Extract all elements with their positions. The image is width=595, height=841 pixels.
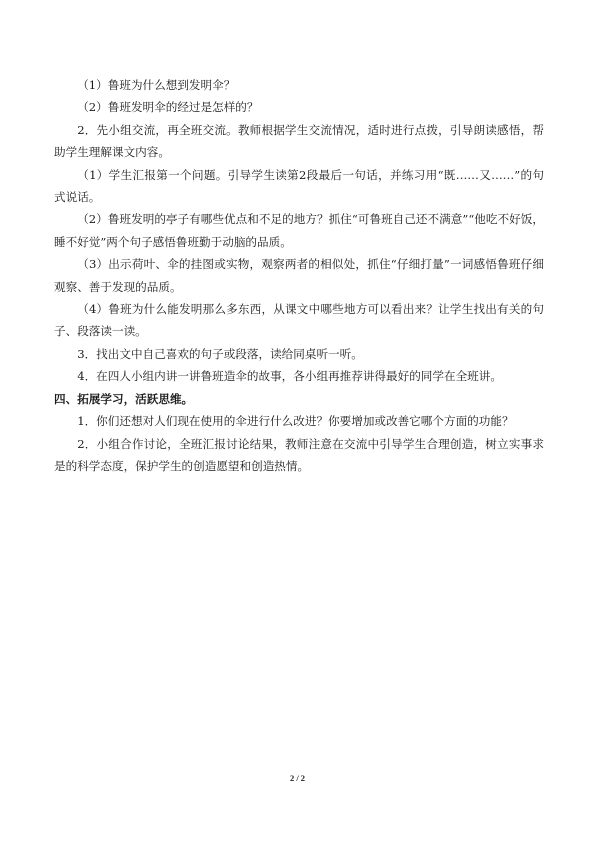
step-2-sub-3: （3）出示荷叶、伞的挂图或实物，观察两者的相似处，抓住“仔细打量”一词感悟鲁班仔细观察、善于发现的品质。 <box>54 257 544 294</box>
section-4-item-1: 1．你们还想对人们现在使用的伞进行什么改进？你要增加或改善它哪个方面的功能？ <box>77 414 514 429</box>
step-2: 2．先小组交流，再全班交流。教师根据学生交流情况，适时进行点拨，引导朗读感悟，帮助学生理解课文内容。 <box>54 122 544 160</box>
page-number: 2 / 2 <box>289 773 306 783</box>
step-2-sub-4: （4）鲁班为什么能发明那么多东西，从课文中哪些地方可以看出来？让学生找出有关的句子、段落读一读。 <box>54 302 544 339</box>
section-heading-4: 四、拓展学习，活跃思维。 <box>54 391 194 406</box>
question-2: （2）鲁班发明伞的经过是怎样的？ <box>77 100 259 115</box>
step-3: 3．找出文中自己喜欢的句子或段落，读给同桌听一听。 <box>77 346 363 361</box>
step-4: 4．在四人小组内讲一讲鲁班造伞的故事，各小组再推荐讲得最好的同学在全班讲。 <box>77 369 502 384</box>
question-1: （1）鲁班为什么想到发明伞？ <box>77 78 236 92</box>
section-4-item-2: 2．小组合作讨论，全班汇报讨论结果，教师注意在交流中引导学生合理创造，树立实事求是的科学态度，保护学生的创造愿望和创造热情。 <box>54 436 544 473</box>
document-body <box>54 74 544 477</box>
step-2-sub-2: （2）鲁班发明的亭子有哪些优点和不足的地方？抓住“可鲁班自己还不满意”“他吃不好饭，睡不好觉”两个句子感悟鲁班勤于动脑的品质。 <box>54 212 544 249</box>
step-2-sub-1: （1）学生汇报第一个问题。引导学生读第2段最后一句话，并练习用“既……又……”的句式说话。 <box>54 167 544 205</box>
